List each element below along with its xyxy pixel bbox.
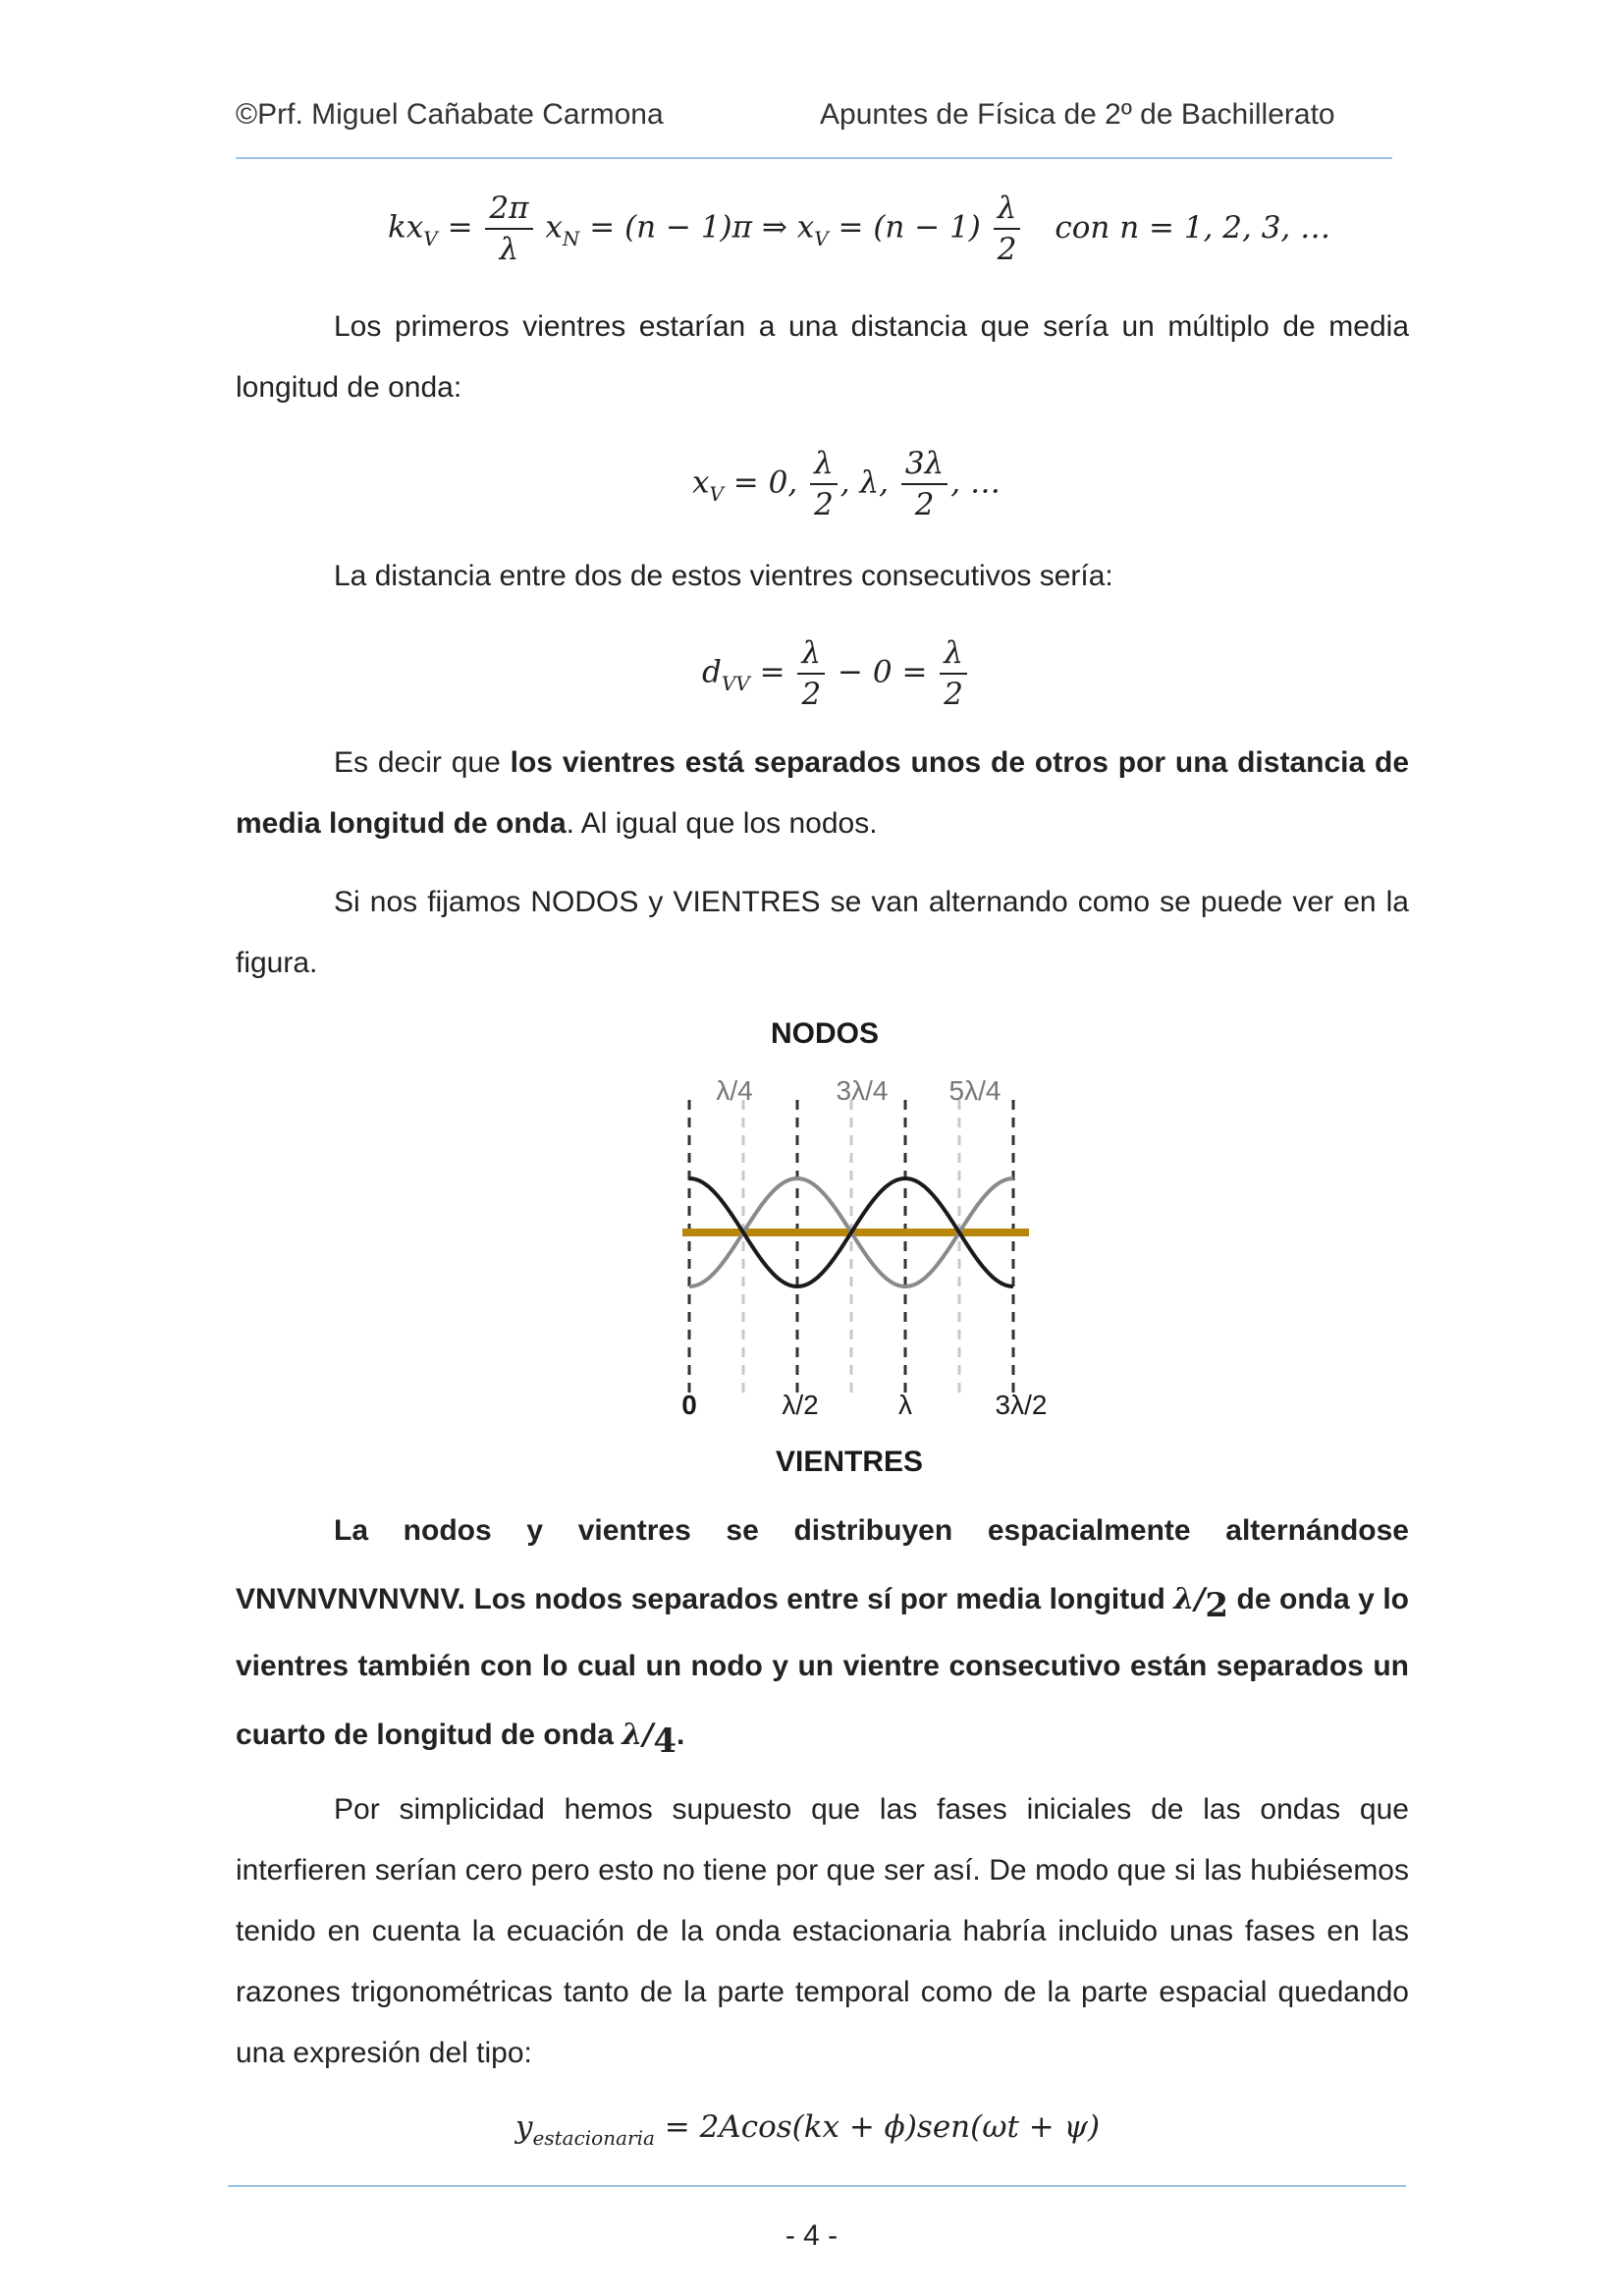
equation-dvv: $d_{VV}$ = $\frac{\lambda}{2}$ − 0 = $\frac{\lambda}{2}$: [702, 633, 970, 714]
paragraph-si-nos-fijamos: Si nos fijamos NODOS y VIENTRES se van alternando como se puede ver en la figura.: [236, 886, 1409, 979]
node-label-1: λ/4: [716, 1075, 753, 1106]
paragraph-alternancia: La nodos y vientres se distribuyen espacialmente alternándose VNVNVNVNVNV. Los nodos separados entre sí por media longitud λ/2 de onda y lo vientres también con lo cual un nodo y un vientre consecutivo están separados un cuarto de longitud de onda λ/4.: [236, 1514, 1409, 1761]
node-lines: [743, 1100, 959, 1394]
fraction-lambda-4: λ/4: [622, 1718, 677, 1761]
page-number: - 4 -: [784, 2219, 839, 2252]
paragraph-es-decir: Es decir que los vientres está separados unos de otros por una distancia de media longitud de onda. Al igual que los nodos.: [236, 746, 1410, 840]
paragraph-primeros-vientres: Los primeros vientres estarían a una distancia que sería un múltiplo de media longitud de onda:: [236, 310, 1409, 404]
antinode-label-1: 0: [681, 1390, 697, 1420]
header-author: ©Prf. Miguel Cañabate Carmona: [236, 98, 664, 131]
footer-rule: [228, 2185, 1406, 2187]
node-label-2: 3λ/4: [836, 1075, 889, 1106]
antinode-label-2: λ/2: [782, 1390, 819, 1420]
equation-vientres-list: $x_V = 0$, $\frac{\lambda}{2}$ , λ, $\frac{3\lambda}{2}$ , …: [692, 446, 1001, 522]
node-label-3: 5λ/4: [948, 1075, 1001, 1106]
paragraph-por-simplicidad: Por simplicidad hemos supuesto que las fases iniciales de las ondas que interfieren serían cero pero esto no tiene por que ser así. De modo que si las hubiésemos tenido en cuenta la ecuación de la onda estacionaria habría incluido unas fases en las razones trigonométricas tanto de la parte temporal como de la parte espacial quedando una expresión del tipo:: [236, 1793, 1409, 2069]
header-title: Apuntes de Física de 2º de Bachillerato: [820, 98, 1335, 131]
figure-title-nodos: NODOS: [770, 1017, 880, 1050]
equation-estacionaria: $y_{estacionaria} = 2Acos(kx + \phi)sen(\omega t + \psi)$: [515, 2109, 1101, 2150]
paragraph-distancia: La distancia entre dos de estos vientres consecutivos sería:: [334, 560, 1113, 592]
equation-nodes-positions: $kx_V$ = $\frac{2\pi}{\lambda}$ $x_N = (n - 1)\pi$ ⇒ $x_V = (n - 1)$ $\frac{\lambda}{2}$ con n = 1, 2, 3, …: [388, 191, 1331, 267]
standing-wave-figure: [648, 1002, 1080, 1493]
antinode-label-3: λ: [898, 1390, 912, 1420]
fraction-lambda-2: λ/2: [1173, 1582, 1229, 1625]
figure-title-vientres: VIENTRES: [775, 1446, 924, 1478]
header-rule: [236, 157, 1392, 159]
antinode-label-4: 3λ/2: [995, 1390, 1048, 1420]
